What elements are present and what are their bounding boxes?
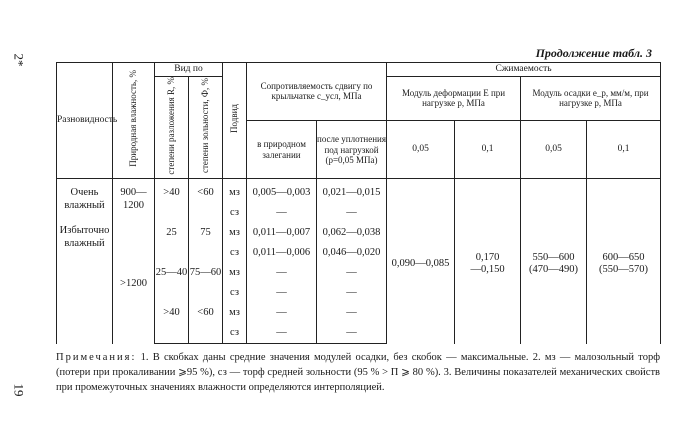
cell-zol: [189, 243, 223, 263]
cell-zol: 75—60: [189, 263, 223, 283]
cell-os1: 550—600 (470—490): [521, 179, 587, 344]
col-modul-def: Модуль деформации E при нагрузке p, МПа: [387, 77, 521, 121]
cell-podvid: сз: [223, 323, 247, 344]
cell-razl: 25: [155, 223, 189, 243]
cell-sopr-nat: 0,011—0,007: [247, 223, 317, 243]
col-modul-os: Модуль осадки e_p, мм/м, при нагрузке p, МПа: [521, 77, 661, 121]
cell-razl: [155, 283, 189, 303]
cell-vlazh: >1200: [113, 223, 155, 344]
cell-zol: 75: [189, 223, 223, 243]
cell-podvid: мз: [223, 303, 247, 323]
cell-zol: [189, 323, 223, 344]
col-zol: степени зольности, Ф, %: [189, 77, 223, 179]
notes-text: 1. В скобках даны средние значения модулей осадки, без скобок — максимальные. 2. мз — малозольный торф (потери при прокаливании ⩾95 %), сз — торф средней зольности (95 % > П ⩾ 80 %). 3. Величины показателей механических свойств при промежуточных значениях влажности определяются интерполяцией.: [56, 352, 660, 394]
cell-razl: [155, 243, 189, 263]
col-p4: 0,1: [587, 120, 661, 179]
col-vid-po: Вид по: [155, 63, 223, 77]
cell-zol: [189, 283, 223, 303]
cell-zol: [189, 203, 223, 223]
cell-sopr-upl: —: [317, 263, 387, 283]
col-razl: степени разложения R, %: [155, 77, 189, 179]
cell-podvid: мз: [223, 223, 247, 243]
cell-podvid: сз: [223, 283, 247, 303]
cell-vlazh: 900—1200: [113, 179, 155, 224]
cell-sopr-nat: —: [247, 283, 317, 303]
cell-sopr-nat: 0,011—0,006: [247, 243, 317, 263]
col-p2: 0,1: [455, 120, 521, 179]
cell-podvid: сз: [223, 203, 247, 223]
cell-os2: 600—650 (550—570): [587, 179, 661, 344]
cell-sopr-upl: —: [317, 303, 387, 323]
cell-def2: 0,170 —0,150: [455, 179, 521, 344]
cell-sopr-nat: 0,005—0,003: [247, 179, 317, 204]
table-row: [57, 179, 661, 204]
cell-def1: 0,090—0,085: [387, 179, 455, 344]
page-number-bottom: 19: [11, 383, 27, 397]
cell-zol: <60: [189, 179, 223, 204]
col-vlazh: Природная влажность, %: [113, 63, 155, 179]
cell-raznovid: Избыточно влажный: [57, 223, 113, 344]
cell-sopr-upl: —: [317, 203, 387, 223]
cell-sopr-upl: 0,021—0,015: [317, 179, 387, 204]
col-sopr-nat: в природном залегании: [247, 120, 317, 179]
cell-sopr-nat: —: [247, 203, 317, 223]
cell-raznovid: Очень влажный: [57, 179, 113, 224]
col-sopr-upl: после уплотнения под нагрузкой (p=0,05 МПа): [317, 120, 387, 179]
cell-sopr-nat: —: [247, 303, 317, 323]
cell-sopr-upl: —: [317, 323, 387, 344]
cell-razl: >40: [155, 303, 189, 323]
col-podvid: Подвид: [223, 63, 247, 179]
col-sopr: Сопротивляемость сдвигу по крыльчатке c_усл, МПа: [247, 63, 387, 121]
properties-table: [56, 62, 661, 344]
cell-razl: 25—40: [155, 263, 189, 283]
cell-sopr-nat: —: [247, 263, 317, 283]
col-p1: 0,05: [387, 120, 455, 179]
page-number: 2*: [11, 53, 27, 67]
cell-podvid: мз: [223, 179, 247, 204]
table-continuation-title: Продолжение табл. 3: [535, 46, 652, 60]
cell-razl: [155, 203, 189, 223]
cell-podvid: мз: [223, 263, 247, 283]
cell-sopr-nat: —: [247, 323, 317, 344]
col-szhim: Сжимаемость: [387, 63, 661, 77]
table-notes: [56, 350, 660, 396]
cell-sopr-upl: 0,046—0,020: [317, 243, 387, 263]
notes-title: Примечания:: [56, 352, 137, 363]
cell-podvid: сз: [223, 243, 247, 263]
cell-zol: <60: [189, 303, 223, 323]
col-p3: 0,05: [521, 120, 587, 179]
cell-razl: [155, 323, 189, 344]
cell-sopr-upl: 0,062—0,038: [317, 223, 387, 243]
col-raznovid: Разновидность: [57, 63, 113, 179]
cell-razl: >40: [155, 179, 189, 204]
cell-sopr-upl: —: [317, 283, 387, 303]
